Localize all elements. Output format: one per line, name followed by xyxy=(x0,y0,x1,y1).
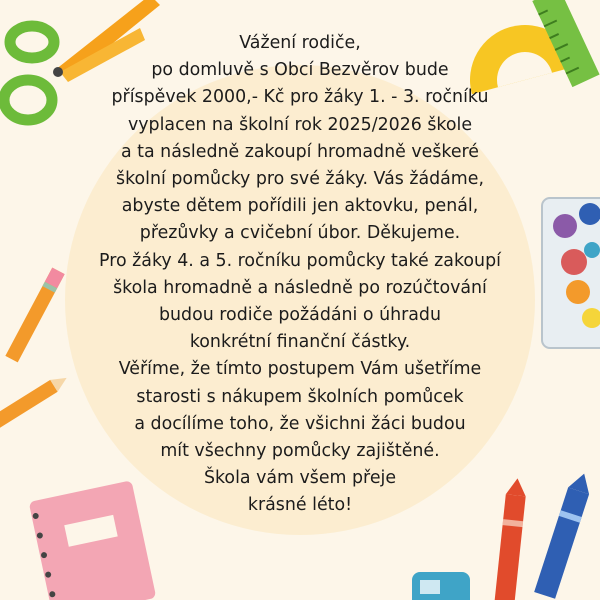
announcement-line: mít všechny pomůcky zajištěné. xyxy=(160,441,440,462)
announcement-text xyxy=(40,30,560,520)
announcement-line: příspěvek 2000,- Kč pro žáky 1. - 3. ročníku xyxy=(111,87,489,108)
pencil-sharpener-icon xyxy=(412,572,470,600)
announcement-line: Pro žáky 4. a 5. ročníku pomůcky také zakoupí xyxy=(99,250,501,271)
announcement-line: krásné léto! xyxy=(247,495,353,516)
announcement-line: a docílíme toho, že všichni žáci budou xyxy=(134,413,466,434)
announcement-line: budou rodiče požádáni o úhradu xyxy=(159,305,441,326)
announcement-line: a ta následně zakoupí hromadně veškeré xyxy=(120,141,480,162)
announcement-line: škola hromadně a následně po rozúčtování xyxy=(113,277,487,298)
announcement-line: abyste dětem pořídili jen aktovku, penál, xyxy=(121,196,479,217)
announcement-line: vyplacen na školní rok 2025/2026 škole xyxy=(127,114,473,135)
announcement-line: přezůvky a cvičební úbor. Děkujeme. xyxy=(139,223,461,244)
announcement-line: Vážení rodiče, xyxy=(239,33,361,53)
announcement-line: Věříme, že tímto postupem Vám ušetříme xyxy=(118,359,482,380)
announcement-line: Škola vám všem přeje xyxy=(203,468,397,489)
announcement-line: starosti s nákupem školních pomůcek xyxy=(136,386,464,407)
announcement-line: po domluvě s Obcí Bezvěrov bude xyxy=(151,60,449,81)
announcement-line: konkrétní finanční částky. xyxy=(189,332,411,353)
announcement-line: školní pomůcky pro své žáky. Vás žádáme, xyxy=(116,169,484,190)
